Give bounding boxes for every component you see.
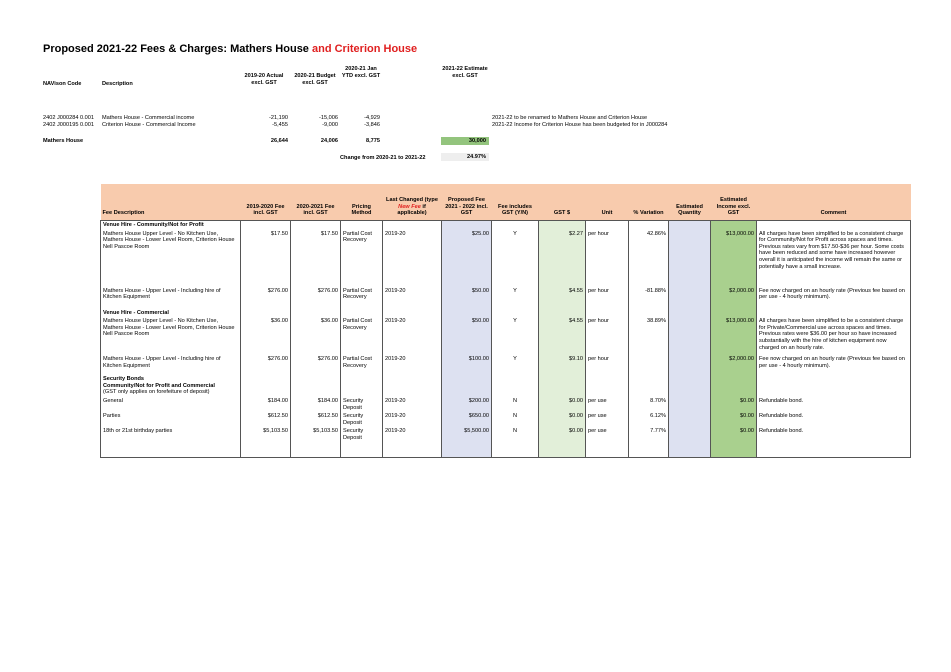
summary-code: 2402 J000195 0.001: [43, 122, 95, 128]
unit: per use: [586, 427, 629, 457]
variation: -81.88%: [629, 287, 669, 309]
est-quantity: [669, 230, 711, 287]
total-ytd: 8,775: [366, 138, 380, 144]
pricing-method: Partial Cost Recovery: [341, 230, 383, 287]
page-title: [43, 43, 417, 55]
section-header-row: [101, 221, 911, 230]
table-row: [101, 412, 911, 427]
col-last-changed-pre: Last Changed (type: [386, 197, 438, 204]
comment: Fee now charged on an hourly rate (Previous fee based on per use - 4 hourly minimum).: [757, 355, 911, 375]
fee-description: Mathers House - Upper Level - Including hire of Kitchen Equipment: [103, 356, 221, 369]
est-income: $2,000.00: [711, 355, 757, 375]
variation: 38.89%: [629, 317, 669, 355]
unit: per hour: [586, 287, 629, 309]
variation: 42.86%: [629, 230, 669, 287]
table-row: [101, 427, 911, 457]
summary-actual: -21,190: [269, 115, 288, 121]
summary-ytd: -4,929: [364, 115, 380, 121]
gst-amount: $4.55: [539, 317, 586, 355]
fee-table: [100, 184, 911, 458]
section-title: Security Bonds: [103, 376, 145, 383]
est-income: $2,000.00: [711, 287, 757, 309]
section-header-row: [101, 309, 911, 318]
col-fee-2019-2020: 2019-2020 Fee incl. GST: [241, 184, 291, 221]
fee-2019-2020: $5,103.50: [241, 427, 291, 457]
gst-amount: $0.00: [539, 427, 586, 457]
unit: per hour: [586, 317, 629, 355]
fee-2020-2021: $612.50: [291, 412, 341, 427]
gst-included: Y: [492, 230, 539, 287]
fee-2020-2021: $276.00: [291, 355, 341, 375]
fee-2019-2020: $184.00: [241, 397, 291, 412]
variation: 7.77%: [629, 427, 669, 457]
gst-included: Y: [492, 287, 539, 309]
summary-description: Mathers House - Commercial income: [102, 115, 195, 121]
last-changed: 2019-20: [383, 397, 442, 412]
fee-table-header: [101, 184, 911, 221]
variation: [629, 355, 669, 375]
pricing-method: Partial Cost Recovery: [341, 317, 383, 355]
col-est-income: Estimated Income excl. GST: [711, 184, 757, 221]
comment: Refundable bond.: [757, 427, 911, 457]
summary-code: 2402 J000284 0.001: [43, 115, 95, 121]
proposed-fee: $200.00: [442, 397, 492, 412]
last-changed: 2019-20: [383, 427, 442, 457]
pricing-method: Security Deposit: [341, 427, 383, 457]
fee-2019-2020: $17.50: [241, 230, 291, 287]
gst-included: N: [492, 412, 539, 427]
fee-2019-2020: $276.00: [241, 287, 291, 309]
table-row: [101, 230, 911, 287]
last-changed: 2019-20: [383, 412, 442, 427]
col-last-changed-post: if applicable): [397, 203, 427, 217]
header-budget-2020-21: 2020-21 Budget excl. GST: [294, 73, 336, 86]
total-actual: 26,644: [270, 138, 288, 144]
proposed-fee: $5,500.00: [442, 427, 492, 457]
summary-note: 2021-22 to be renamed to Mathers House and Criterion House: [492, 115, 648, 121]
col-fee-2020-2021: 2020-2021 Fee incl. GST: [291, 184, 341, 221]
gst-amount: $0.00: [539, 412, 586, 427]
col-fee-description: Fee Description: [101, 184, 241, 221]
table-row: [101, 287, 911, 309]
comment: All charges have been simplified to be a consistent charge for Private/Commercial use across spaces and times. Previous rates were $36.00 per hour so have increased substantially with the hire of kitchen equipment now charged on an hourly rate.: [757, 317, 911, 355]
col-gst-amount: GST $: [539, 184, 586, 221]
est-quantity: [669, 427, 711, 457]
est-quantity: [669, 397, 711, 412]
gst-amount: $4.55: [539, 287, 586, 309]
total-budget: 24,006: [320, 138, 338, 144]
comment: All charges have been simplified to be a consistent charge for Community/Not for Profit across spaces and times. Previous rates vary from $17.50-$36 per hour. Some costs have been reduced and some have increased however overall it is anticipated the income will remain the same or potentially have a small increase.: [757, 230, 911, 287]
fee-2019-2020: $36.00: [241, 317, 291, 355]
last-changed: 2019-20: [383, 355, 442, 375]
col-gst-included: Fee includes GST (Y/N): [492, 184, 539, 221]
gst-amount: $2.27: [539, 230, 586, 287]
section-note: (GST only applies on forefeiture of deposit): [103, 389, 210, 396]
fee-2020-2021: $17.50: [291, 230, 341, 287]
comment: Refundable bond.: [757, 397, 911, 412]
header-description: Description: [102, 81, 133, 87]
col-last-changed: [383, 184, 442, 221]
last-changed: 2019-20: [383, 317, 442, 355]
last-changed: 2019-20: [383, 287, 442, 309]
section-header-row: [101, 375, 911, 397]
last-changed: 2019-20: [383, 230, 442, 287]
title-main: Proposed 2021-22 Fees & Charges: Mathers House: [43, 43, 309, 55]
proposed-fee: $650.00: [442, 412, 492, 427]
fee-description: Mathers House - Upper Level - Including hire of Kitchen Equipment: [103, 287, 221, 301]
col-est-quantity: Estimated Quantity: [669, 184, 711, 221]
pricing-method: Partial Cost Recovery: [341, 355, 383, 375]
fee-description: 18th or 21st birthday parties: [103, 428, 173, 435]
gst-included: N: [492, 397, 539, 412]
fee-description: Parties: [103, 413, 121, 420]
summary-description: Criterion House - Commercial Income: [102, 122, 196, 128]
variation: 6.12%: [629, 412, 669, 427]
gst-included: Y: [492, 355, 539, 375]
section-subtitle: Community/Not for Profit and Commercial: [103, 382, 215, 389]
est-income: $0.00: [711, 412, 757, 427]
fee-description: Mathers House Upper Level - No Kitchen Use, Mathers House - Lower Level Room, Criterion House Nell Pascoe Room: [103, 318, 235, 338]
est-quantity: [669, 317, 711, 355]
total-estimate: 30,000: [441, 137, 489, 145]
total-label: Mathers House: [43, 138, 84, 144]
fee-description: General: [103, 397, 123, 404]
gst-included: N: [492, 427, 539, 457]
header-ytd-2020-21: 2020-21 Jan YTD excl. GST: [341, 66, 381, 79]
est-income: $0.00: [711, 397, 757, 412]
est-quantity: [669, 412, 711, 427]
summary-note: 2021-22 Income for Criterion House has been budgeted for in J000284: [492, 122, 668, 128]
change-label: Change from 2020-21 to 2021-22: [340, 155, 426, 161]
est-income: $13,000.00: [711, 230, 757, 287]
col-proposed-fee: Proposed Fee 2021 - 2022 incl. GST: [442, 184, 492, 221]
summary-ytd: -3,846: [364, 122, 380, 128]
fee-description: Mathers House Upper Level - No Kitchen Use, Mathers House - Lower Level Room, Criterion House Nell Pascoe Room: [103, 230, 235, 250]
unit: per use: [586, 412, 629, 427]
col-comment: Comment: [757, 184, 911, 221]
variation: 8.70%: [629, 397, 669, 412]
summary-actual: -5,455: [272, 122, 288, 128]
fee-2020-2021: $5,103.50: [291, 427, 341, 457]
section-title: Venue Hire - Community/Not for Profit: [103, 222, 204, 228]
change-value: 24.97%: [441, 153, 489, 161]
header-code: NAVison Code: [43, 81, 82, 87]
pricing-method: Security Deposit: [341, 397, 383, 412]
table-row: [101, 355, 911, 375]
table-row: [101, 317, 911, 355]
est-quantity: [669, 287, 711, 309]
pricing-method: Partial Cost Recovery: [341, 287, 383, 309]
section-title-block: [101, 375, 241, 397]
fee-2020-2021: $184.00: [291, 397, 341, 412]
summary-budget: -15,006: [319, 115, 338, 121]
est-income: $13,000.00: [711, 317, 757, 355]
fee-2020-2021: $36.00: [291, 317, 341, 355]
unit: per use: [586, 397, 629, 412]
unit: per hour: [586, 355, 629, 375]
header-actual-2019-20: 2019-20 Actual excl. GST: [244, 73, 284, 86]
fee-2019-2020: $612.50: [241, 412, 291, 427]
gst-included: Y: [492, 317, 539, 355]
col-unit: Unit: [586, 184, 629, 221]
proposed-fee: $50.00: [442, 287, 492, 309]
title-highlight: and Criterion House: [308, 43, 418, 55]
section-title: Venue Hire - Commercial: [103, 309, 169, 316]
header-estimate-2021-22: 2021-22 Estimate excl. GST: [442, 66, 488, 79]
unit: per hour: [586, 230, 629, 287]
table-row: [101, 397, 911, 412]
comment: Refundable bond.: [757, 412, 911, 427]
pricing-method: Security Deposit: [341, 412, 383, 427]
fee-2020-2021: $276.00: [291, 287, 341, 309]
col-last-changed-new: New Fee: [398, 203, 421, 210]
est-quantity: [669, 355, 711, 375]
fee-2019-2020: $276.00: [241, 355, 291, 375]
gst-amount: $9.10: [539, 355, 586, 375]
gst-amount: $0.00: [539, 397, 586, 412]
proposed-fee: $25.00: [442, 230, 492, 287]
proposed-fee: $50.00: [442, 317, 492, 355]
comment: Fee now charged on an hourly rate (Previous fee based on per use - 4 hourly minimum).: [757, 287, 911, 309]
col-pricing-method: Pricing Method: [341, 184, 383, 221]
summary-budget: -9,000: [322, 122, 338, 128]
proposed-fee: $100.00: [442, 355, 492, 375]
est-income: $0.00: [711, 427, 757, 457]
col-variation: % Variation: [629, 184, 669, 221]
